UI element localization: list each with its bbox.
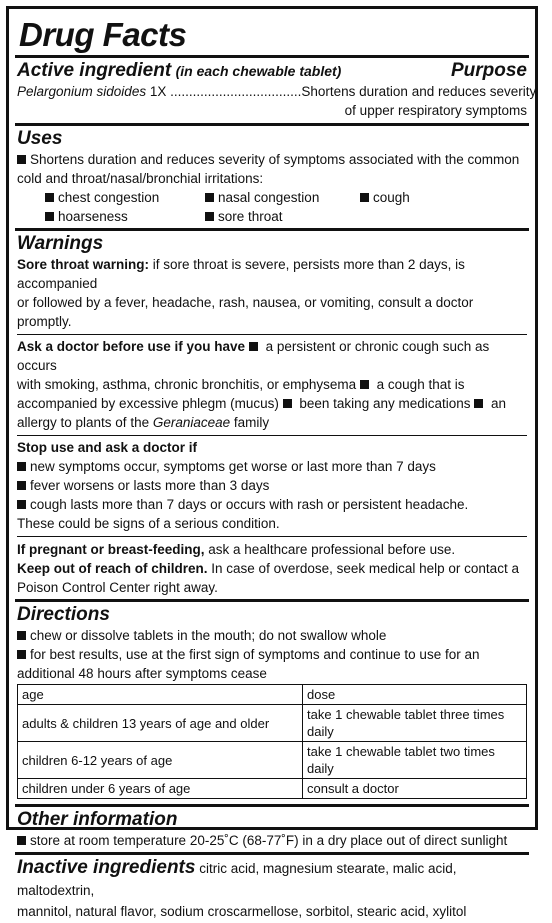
symptom-label: sore throat bbox=[218, 209, 283, 224]
ingredient-name: Pelargonium sidoides bbox=[17, 84, 147, 99]
children-text: In case of overdose, seek medical help or contact a bbox=[207, 561, 519, 576]
purpose-line-2: of upper respiratory symptoms bbox=[344, 103, 527, 118]
table-header-row bbox=[18, 685, 527, 705]
warnings-heading: Warnings bbox=[17, 233, 104, 254]
symptoms-list bbox=[17, 188, 527, 226]
sore-throat-label: Sore throat warning: bbox=[17, 257, 150, 272]
table-header-dose: dose bbox=[303, 685, 527, 705]
storage-text: store at room temperature 20-25˚C (68-77˚F) in a dry place out of direct sunlight bbox=[30, 833, 508, 848]
children-warning-2: Poison Control Center right away. bbox=[17, 580, 218, 595]
list-item bbox=[360, 188, 480, 207]
pregnant-text: ask a healthcare professional before use. bbox=[204, 542, 456, 557]
ask-doctor-line-4 bbox=[17, 413, 527, 432]
table-row bbox=[18, 742, 527, 779]
ask-text: been taking any medications bbox=[295, 396, 471, 411]
table-row bbox=[18, 705, 527, 742]
bullet-icon bbox=[205, 193, 214, 202]
table-cell-dose: take 1 chewable tablet three times daily bbox=[303, 705, 527, 742]
ask-doctor-line-1 bbox=[17, 337, 527, 375]
direction-text-2: additional 48 hours after symptoms cease bbox=[17, 666, 267, 681]
bullet-icon bbox=[17, 155, 26, 164]
uses-text: Shortens duration and reduces severity of symptoms associated with the common bbox=[30, 152, 520, 167]
active-ingredient-section bbox=[17, 58, 537, 123]
list-item bbox=[17, 457, 527, 476]
list-item bbox=[205, 188, 360, 207]
inactive-line-2: mannitol, natural flavor, sodium croscarmellose, sorbitol, stearic acid, xylitol bbox=[17, 904, 467, 919]
pregnant-warning bbox=[17, 540, 527, 559]
table-header-age: age bbox=[18, 685, 303, 705]
ingredient-strength: 1X bbox=[146, 84, 171, 99]
direction-text: for best results, use at the first sign of symptoms and continue to use for an bbox=[30, 647, 480, 662]
ask-text: a persistent or chronic cough such as occurs bbox=[17, 339, 490, 373]
inactive-text: citric acid, magnesium stearate, malic acid, maltodextrin, bbox=[17, 861, 457, 898]
symptom-label: hoarseness bbox=[58, 209, 128, 224]
ask-text: allergy to plants of the bbox=[17, 415, 153, 430]
inactive-line-1 bbox=[17, 857, 527, 902]
bullet-icon bbox=[17, 462, 26, 471]
children-warning bbox=[17, 559, 527, 578]
ask-text: family bbox=[230, 415, 270, 430]
uses-line-1 bbox=[17, 150, 527, 169]
table-cell-age: children 6-12 years of age bbox=[18, 742, 303, 779]
symptom-label: cough bbox=[373, 190, 410, 205]
bullet-icon bbox=[17, 500, 26, 509]
sore-throat-warning bbox=[17, 255, 527, 293]
ask-doctor-label: Ask a doctor before use if you have bbox=[17, 339, 246, 354]
purpose-heading: Purpose bbox=[450, 60, 527, 81]
list-item bbox=[45, 207, 205, 226]
uses-heading: Uses bbox=[17, 128, 63, 149]
children-label: Keep out of reach of children. bbox=[17, 561, 208, 576]
active-heading-note: (in each chewable tablet) bbox=[175, 63, 342, 79]
bullet-icon bbox=[205, 212, 214, 221]
table-cell-age: children under 6 years of age bbox=[18, 779, 303, 799]
list-item bbox=[17, 645, 527, 664]
sore-throat-text-2: or followed by a fever, headache, rash, nausea, or vomiting, consult a doctor promptly. bbox=[17, 295, 474, 329]
table-cell-dose: take 1 chewable tablet two times daily bbox=[303, 742, 527, 779]
ingredient-line bbox=[17, 83, 301, 101]
warnings-section bbox=[17, 231, 527, 599]
list-item bbox=[17, 831, 527, 850]
list-item bbox=[17, 626, 527, 645]
table-cell-age: adults & children 13 years of age and older bbox=[18, 705, 303, 742]
stop-item-text: fever worsens or lasts more than 3 days bbox=[30, 478, 270, 493]
stop-use-label bbox=[17, 438, 527, 457]
bullet-icon bbox=[360, 380, 369, 389]
directions-heading: Directions bbox=[17, 604, 110, 625]
table-row bbox=[18, 779, 527, 799]
other-information-heading: Other information bbox=[17, 809, 178, 830]
uses-line-2: cold and throat/nasal/bronchial irritations: bbox=[17, 171, 264, 186]
leader-dots: ................................... bbox=[170, 84, 302, 99]
purpose-line-1: Shortens duration and reduces severity bbox=[301, 84, 537, 99]
page-title: Drug Facts bbox=[19, 16, 187, 53]
bullet-icon bbox=[45, 193, 54, 202]
directions-section bbox=[17, 602, 527, 801]
direction-text: chew or dissolve tablets in the mouth; do not swallow whole bbox=[30, 628, 387, 643]
ask-text: an bbox=[487, 396, 507, 411]
bullet-icon bbox=[17, 481, 26, 490]
pregnant-label: If pregnant or breast-feeding, bbox=[17, 542, 205, 557]
divider bbox=[17, 536, 527, 537]
bullet-icon bbox=[249, 342, 258, 351]
bullet-icon bbox=[17, 631, 26, 640]
stop-use-footer: These could be signs of a serious condition. bbox=[17, 516, 280, 531]
drug-facts-panel bbox=[6, 6, 538, 919]
symptom-label: nasal congestion bbox=[218, 190, 320, 205]
table-cell-dose: consult a doctor bbox=[303, 779, 527, 799]
active-ingredient-heading: Active ingredient bbox=[17, 60, 172, 81]
ask-doctor-line-2 bbox=[17, 375, 527, 394]
bullet-icon bbox=[45, 212, 54, 221]
ask-text: accompanied by excessive phlegm (mucus) bbox=[17, 396, 279, 411]
uses-section bbox=[17, 126, 527, 228]
plant-family-name: Geraniaceae bbox=[152, 415, 231, 430]
other-information-section bbox=[17, 807, 527, 852]
ask-text: a cough that is bbox=[372, 377, 465, 392]
dosage-table bbox=[17, 684, 527, 799]
divider bbox=[17, 435, 527, 436]
bullet-icon bbox=[283, 399, 292, 408]
list-item bbox=[45, 188, 205, 207]
ask-text: with smoking, asthma, chronic bronchitis, or emphysema bbox=[17, 377, 357, 392]
ask-doctor-line-3 bbox=[17, 394, 527, 413]
sore-throat-text: if sore throat is severe, persists more than 2 days, is accompanied bbox=[17, 257, 465, 291]
stop-use-heading: Stop use and ask a doctor if bbox=[17, 440, 198, 455]
divider bbox=[17, 334, 527, 335]
symptom-label: chest congestion bbox=[58, 190, 160, 205]
list-item bbox=[17, 476, 527, 495]
inactive-ingredients-section bbox=[17, 855, 527, 923]
bullet-icon bbox=[360, 193, 369, 202]
stop-item-text: new symptoms occur, symptoms get worse or last more than 7 days bbox=[30, 459, 436, 474]
bullet-icon bbox=[17, 650, 26, 659]
active-heading-group bbox=[17, 60, 341, 83]
inactive-ingredients-heading: Inactive ingredients bbox=[17, 857, 196, 878]
list-item bbox=[17, 495, 527, 514]
stop-item-text: cough lasts more than 7 days or occurs with rash or persistent headache. bbox=[30, 497, 469, 512]
list-item bbox=[205, 207, 360, 226]
bullet-icon bbox=[474, 399, 483, 408]
